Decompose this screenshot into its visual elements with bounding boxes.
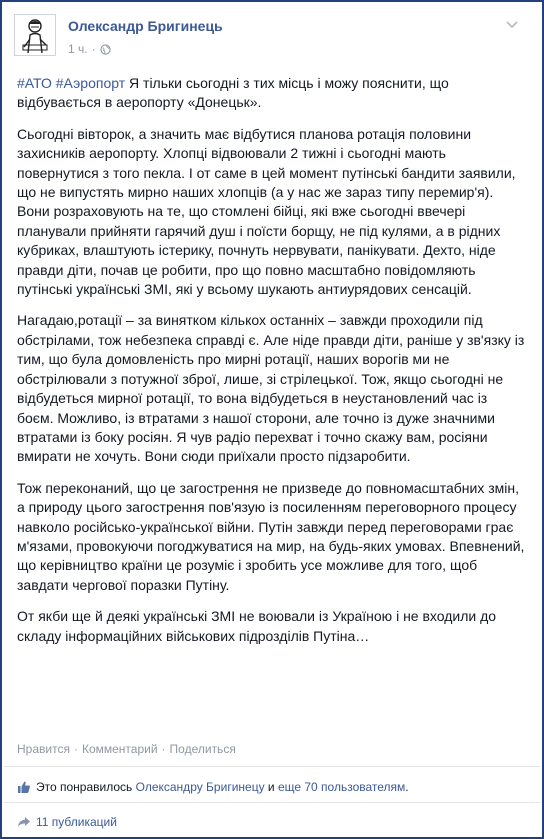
public-globe-icon[interactable] (100, 44, 111, 58)
post-lead-paragraph (17, 74, 527, 113)
share-icon (17, 815, 31, 832)
likes-suffix: . (405, 780, 409, 794)
thumbs-up-icon (17, 780, 31, 797)
post-body (17, 74, 527, 658)
avatar-caricature-icon (15, 15, 55, 55)
liker-link[interactable]: Олександру Бригинецу (135, 780, 265, 794)
post-paragraph: Сьогодні вівторок, а значить має відбутися планова ротація половини захисників аеропорту. Хлопці відвоювали 2 тижні і сьогодні мають повернутися з того пекла. І от саме в цей момент путінські бандити заявили, що не випустять мирно наших хлопців (а у нас же зараз типу перемир'я). Вони розраховують на те, що стомлені бійці, які вже сьогодні ввечері планували прийняти гарячий душ і поїсти борщу, не під кулями, а в рідних кубриках, влаштують істерику, почнуть нервувати, панікувати. Дехто, ніде правди діти, почав це робити, про що повно масштабно повідомляють путінські українські ЗМІ, які у всьому шукають антиурядових сенсацій. (17, 125, 516, 298)
likes-prefix: Это понравилось (36, 780, 136, 794)
shares-link[interactable] (17, 815, 117, 832)
post-paragraph: От якби ще й деякі українські ЗМІ не воювали із Україною і не входили до складу інформаційних військових підрозділів Путіна… (17, 608, 497, 644)
hashtag-ato[interactable]: #АТО (17, 75, 52, 91)
comment-button[interactable]: Комментарий (81, 742, 158, 756)
post-paragraph: Нагадаю,ротації – за винятком кількох останніх – завжди проходили під обстрілами, тож небезпека справді є. Але ніде правди діти, раніше у зв'язку із тим, що була домовленість про мирні ротації, наших ворогів ми не обстрілювали з потужної зброї, лише, зі стрілецької. Тож, якщо сьогодні не відбудеться мирної ротації, то вона відбудеться в неустановлений час із боєм. Можливо, із втратами з нашої сторони, але точно із дуже значними втратами із боку росіян. Я чув радіо перехват і точно скажу вам, росіяни вмирати не хочуть. Вони сюди приїхали просто підзаробити. (17, 312, 525, 465)
action-separator: · (73, 742, 78, 756)
likes-middle: и (264, 780, 278, 794)
action-separator: · (161, 742, 166, 756)
divider (4, 802, 540, 803)
divider (4, 766, 540, 767)
likes-summary (17, 780, 409, 797)
post-actions (17, 742, 236, 756)
post-header (14, 14, 524, 58)
avatar[interactable] (14, 14, 56, 56)
share-button[interactable]: Поделиться (169, 742, 236, 756)
meta-separator: · (91, 42, 96, 56)
like-button[interactable]: Нравится (17, 742, 70, 756)
post-time[interactable]: 1 ч. (68, 42, 88, 56)
post-lead-text: Я тільки сьогодні з тих місць і можу пояснити, що відбувається в аеропорту «Донецьк». (17, 75, 449, 111)
post-meta (68, 42, 111, 58)
other-likers-link[interactable]: еще 70 пользователям (277, 780, 406, 794)
author-name[interactable]: Олександр Бригинець (68, 18, 223, 34)
chevron-down-icon[interactable] (504, 16, 520, 32)
post-paragraph: Тож переконаний, що це загострення не призведе до повномасштабних змін, а природу цього загострення пов'язую із посиленням переговорного процесу навколо російсько-української війни. Путін завжди перед переговорами грає м'язами, провокуючи погоджуватися на мир, на будь-яких умовах. Впевнений, що керівництво країни це розуміє і зробить усе можливе для того, щоб завдати чергової поразки Путіну. (17, 479, 525, 593)
hashtag-airport[interactable]: #Аэропорт (55, 75, 126, 91)
shares-count[interactable]: 11 публикаций (36, 815, 117, 829)
